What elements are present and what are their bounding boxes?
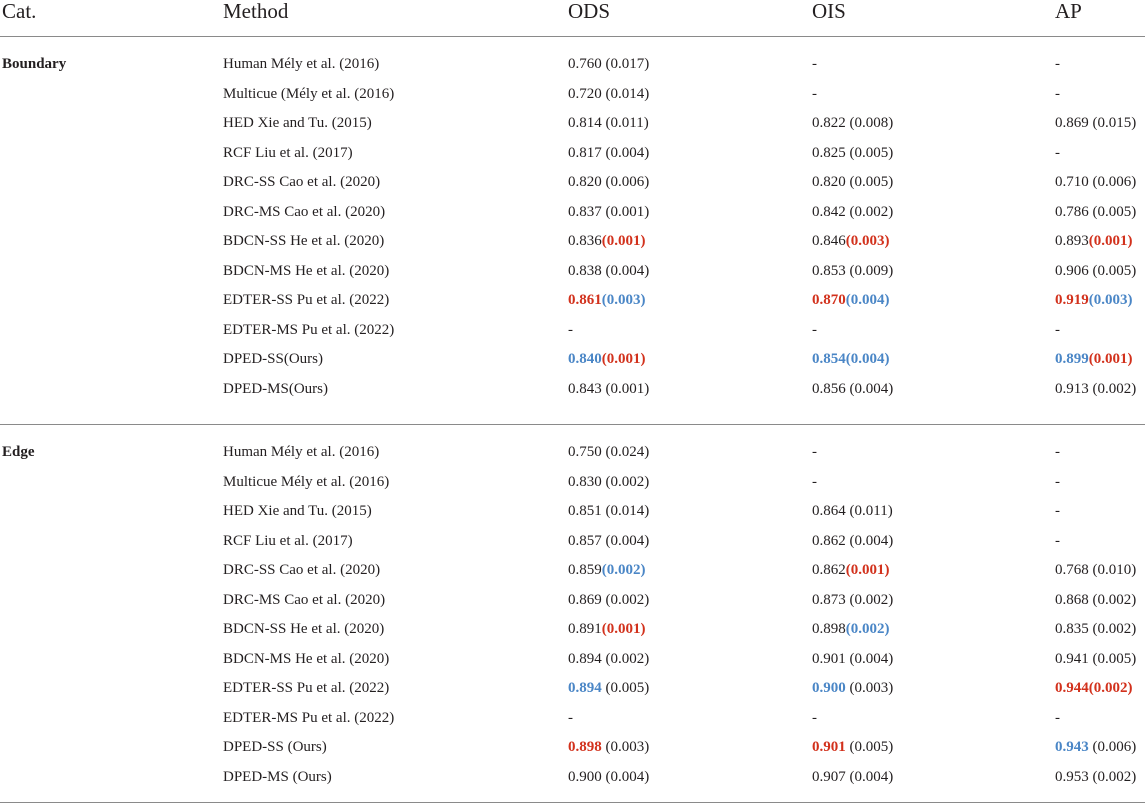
- ods-cell: [568, 615, 646, 644]
- ap-value: -: [1055, 532, 1060, 549]
- ois-value: 0.898: [812, 621, 846, 637]
- ods-value: 0.820 (0.006): [568, 174, 650, 190]
- ods-value: 0.851 (0.014): [568, 503, 650, 519]
- ods-cell: [568, 556, 646, 585]
- ois-cell: [812, 438, 817, 467]
- ois-cell: [812, 198, 893, 227]
- ods-value: 0.750 (0.024): [568, 444, 650, 460]
- ods-value: 0.857 (0.004): [568, 532, 650, 549]
- table-row: [0, 704, 1145, 733]
- method-cell: DPED-MS(Ours): [223, 380, 328, 397]
- table-row: [0, 168, 1145, 197]
- ois-cell: [812, 316, 817, 345]
- ods-value: 0.859: [568, 562, 602, 578]
- table-row: [0, 345, 1145, 374]
- ois-cell: [812, 497, 893, 526]
- ap-cell: [1055, 704, 1060, 733]
- method-cell: DRC-SS Cao et al. (2020): [223, 562, 381, 578]
- table-row: [0, 139, 1145, 168]
- ods-value: (0.001): [601, 351, 646, 367]
- table-row: [0, 733, 1145, 762]
- method-cell: BDCN-MS He et al. (2020): [223, 262, 390, 279]
- ods-value: (0.001): [601, 233, 646, 249]
- ois-value: 0.825 (0.005): [812, 144, 894, 161]
- ap-cell: [1055, 763, 1136, 792]
- ap-cell: [1055, 345, 1133, 374]
- ap-cell: [1055, 645, 1136, 674]
- category-label: Boundary: [2, 56, 67, 72]
- ap-cell: [1055, 527, 1060, 556]
- ods-value: (0.003): [601, 739, 650, 755]
- header-method: Method: [223, 0, 289, 23]
- ois-value: 0.901 (0.004): [812, 650, 894, 667]
- table-row: [0, 763, 1145, 792]
- ois-value: 0.862 (0.004): [812, 532, 894, 549]
- ods-cell: [568, 257, 649, 286]
- ods-value: -: [568, 321, 573, 338]
- ois-cell: [812, 109, 893, 138]
- ois-cell: [812, 80, 817, 109]
- ap-cell: [1055, 50, 1060, 79]
- table-row: [0, 674, 1145, 703]
- ods-value: 0.838 (0.004): [568, 262, 650, 279]
- ois-cell: [812, 468, 817, 497]
- ois-value: (0.005): [845, 739, 894, 755]
- table-row: [0, 645, 1145, 674]
- ap-cell: [1055, 257, 1136, 286]
- ods-cell: [568, 527, 649, 556]
- ods-cell: [568, 586, 649, 615]
- ois-value: (0.004): [845, 292, 890, 308]
- ods-cell: [568, 50, 649, 79]
- ois-cell: [812, 674, 893, 703]
- ods-cell: [568, 468, 649, 497]
- table-row: [0, 375, 1145, 404]
- method-cell: EDTER-MS Pu et al. (2022): [223, 321, 395, 338]
- table-row: [0, 497, 1145, 526]
- ois-value: 0.820 (0.005): [812, 174, 894, 190]
- ois-cell: [812, 227, 890, 256]
- ap-cell: [1055, 556, 1136, 585]
- ap-value: 0.869 (0.015): [1055, 115, 1137, 131]
- ap-value: -: [1055, 321, 1060, 338]
- ods-value: 0.843 (0.001): [568, 380, 650, 397]
- ap-cell: [1055, 227, 1133, 256]
- ois-cell: [812, 615, 890, 644]
- table-row: [0, 316, 1145, 345]
- ap-cell: [1055, 109, 1136, 138]
- method-cell: DRC-SS Cao et al. (2020): [223, 174, 381, 190]
- ois-cell: [812, 139, 893, 168]
- ois-cell: [812, 168, 893, 197]
- method-cell: DPED-MS (Ours): [223, 768, 332, 785]
- ods-value: (0.003): [601, 292, 646, 308]
- header-rule: [0, 36, 1145, 37]
- ap-value: (0.002): [1088, 680, 1133, 696]
- ap-value: 0.835 (0.002): [1055, 621, 1137, 637]
- method-cell: BDCN-SS He et al. (2020): [223, 621, 385, 637]
- ap-cell: [1055, 586, 1136, 615]
- ods-cell: [568, 645, 649, 674]
- ap-cell: [1055, 80, 1060, 109]
- ods-cell: [568, 109, 649, 138]
- ois-value: 0.862: [812, 562, 846, 578]
- ois-value: 0.842 (0.002): [812, 203, 894, 220]
- ois-value: 0.873 (0.002): [812, 591, 894, 608]
- ois-value: 0.853 (0.009): [812, 262, 894, 279]
- ois-value: -: [812, 709, 817, 726]
- ap-cell: [1055, 615, 1136, 644]
- method-cell: HED Xie and Tu. (2015): [223, 503, 372, 519]
- ois-value: 0.846: [812, 233, 846, 249]
- ois-value: (0.001): [845, 562, 890, 578]
- ods-cell: [568, 198, 649, 227]
- ap-cell: [1055, 733, 1136, 762]
- ap-value: 0.944: [1055, 680, 1089, 696]
- ois-cell: [812, 763, 893, 792]
- ap-value: (0.001): [1088, 233, 1133, 249]
- ois-cell: [812, 286, 890, 315]
- ods-value: 0.836: [568, 233, 602, 249]
- ap-value: 0.786 (0.005): [1055, 203, 1137, 220]
- ods-value: 0.869 (0.002): [568, 591, 650, 608]
- ois-value: -: [812, 321, 817, 338]
- method-cell: RCF Liu et al. (2017): [223, 532, 353, 549]
- ap-cell: [1055, 438, 1060, 467]
- table-row: [0, 286, 1145, 315]
- ods-value: -: [568, 709, 573, 726]
- ap-value: -: [1055, 144, 1060, 161]
- ods-value: 0.900 (0.004): [568, 768, 650, 785]
- ods-value: 0.891: [568, 621, 602, 637]
- ois-cell: [812, 704, 817, 733]
- table-row: [0, 198, 1145, 227]
- ois-value: 0.854: [812, 351, 846, 367]
- table-header: [0, 0, 1145, 36]
- header-cat: Cat.: [2, 0, 37, 23]
- table-row: [0, 227, 1145, 256]
- ap-value: -: [1055, 503, 1060, 519]
- ap-value: 0.913 (0.002): [1055, 380, 1137, 397]
- group-rule: [0, 424, 1145, 425]
- method-cell: BDCN-MS He et al. (2020): [223, 650, 390, 667]
- ois-cell: [812, 375, 893, 404]
- table-row: [0, 438, 1145, 467]
- ods-value: 0.837 (0.001): [568, 203, 650, 220]
- ods-value: 0.814 (0.011): [568, 115, 649, 131]
- header-ods: ODS: [568, 0, 611, 23]
- ap-value: 0.710 (0.006): [1055, 174, 1137, 190]
- ap-value: 0.941 (0.005): [1055, 650, 1137, 667]
- method-cell: DRC-MS Cao et al. (2020): [223, 203, 386, 220]
- ap-value: (0.003): [1088, 292, 1133, 308]
- ois-value: 0.901: [812, 739, 846, 755]
- ap-value: 0.768 (0.010): [1055, 562, 1137, 578]
- method-cell: Multicue (Mély et al. (2016): [223, 85, 395, 102]
- header-ap: AP: [1055, 0, 1082, 23]
- ods-value: 0.840: [568, 351, 602, 367]
- ods-cell: [568, 286, 646, 315]
- ap-value: -: [1055, 56, 1060, 72]
- table-row: [0, 468, 1145, 497]
- ap-value: 0.899: [1055, 351, 1089, 367]
- method-cell: Human Mély et al. (2016): [223, 56, 380, 72]
- table-row: [0, 50, 1145, 79]
- ods-cell: [568, 345, 646, 374]
- ap-value: -: [1055, 85, 1060, 102]
- table-row: [0, 615, 1145, 644]
- method-cell: DPED-SS (Ours): [223, 739, 327, 755]
- ods-value: 0.898: [568, 739, 602, 755]
- ods-cell: [568, 497, 649, 526]
- ods-value: 0.894: [568, 680, 602, 696]
- ods-cell: [568, 168, 649, 197]
- ods-cell: [568, 704, 573, 733]
- ods-cell: [568, 139, 649, 168]
- ois-value: 0.822 (0.008): [812, 115, 894, 131]
- ods-value: 0.720 (0.014): [568, 85, 650, 102]
- ois-cell: [812, 733, 893, 762]
- ods-cell: [568, 316, 573, 345]
- table-row: [0, 80, 1145, 109]
- ods-cell: [568, 80, 649, 109]
- table-row: [0, 527, 1145, 556]
- ois-value: 0.856 (0.004): [812, 380, 894, 397]
- ap-value: -: [1055, 473, 1060, 490]
- method-cell: DRC-MS Cao et al. (2020): [223, 591, 386, 608]
- ap-value: (0.006): [1088, 739, 1137, 755]
- ois-cell: [812, 645, 893, 674]
- ap-value: (0.001): [1088, 351, 1133, 367]
- ois-value: (0.003): [845, 233, 890, 249]
- ods-cell: [568, 763, 649, 792]
- ods-cell: [568, 733, 649, 762]
- table-row: [0, 257, 1145, 286]
- ois-value: 0.864 (0.011): [812, 503, 893, 519]
- ois-cell: [812, 556, 890, 585]
- ap-cell: [1055, 139, 1060, 168]
- header-ois: OIS: [812, 0, 846, 23]
- method-cell: RCF Liu et al. (2017): [223, 144, 353, 161]
- table-row: [0, 556, 1145, 585]
- ods-value: 0.817 (0.004): [568, 144, 650, 161]
- method-cell: BDCN-SS He et al. (2020): [223, 233, 385, 249]
- ois-cell: [812, 527, 893, 556]
- ods-value: 0.861: [568, 292, 602, 308]
- ois-value: (0.004): [845, 351, 890, 367]
- ods-cell: [568, 375, 649, 404]
- ods-value: (0.002): [601, 562, 646, 578]
- ap-value: 0.868 (0.002): [1055, 591, 1137, 608]
- ods-value: 0.760 (0.017): [568, 56, 650, 72]
- method-cell: EDTER-SS Pu et al. (2022): [223, 292, 390, 308]
- ap-value: 0.953 (0.002): [1055, 768, 1137, 785]
- ods-value: 0.830 (0.002): [568, 473, 650, 490]
- ap-cell: [1055, 316, 1060, 345]
- ois-value: 0.907 (0.004): [812, 768, 894, 785]
- ois-value: -: [812, 473, 817, 490]
- ap-cell: [1055, 286, 1133, 315]
- ap-cell: [1055, 468, 1060, 497]
- ois-value: 0.870: [812, 292, 846, 308]
- ois-cell: [812, 586, 893, 615]
- ois-cell: [812, 257, 893, 286]
- ois-value: -: [812, 444, 817, 460]
- method-cell: HED Xie and Tu. (2015): [223, 115, 372, 131]
- ois-cell: [812, 345, 890, 374]
- ap-value: 0.943: [1055, 739, 1089, 755]
- ap-value: 0.893: [1055, 233, 1089, 249]
- ois-value: -: [812, 85, 817, 102]
- ap-value: -: [1055, 444, 1060, 460]
- ods-value: 0.894 (0.002): [568, 650, 650, 667]
- method-cell: EDTER-SS Pu et al. (2022): [223, 680, 390, 696]
- method-cell: Multicue Mély et al. (2016): [223, 473, 390, 490]
- method-cell: DPED-SS(Ours): [223, 351, 324, 367]
- ap-value: -: [1055, 709, 1060, 726]
- ois-value: -: [812, 56, 817, 72]
- ods-value: (0.005): [601, 680, 650, 696]
- method-cell: EDTER-MS Pu et al. (2022): [223, 709, 395, 726]
- ap-cell: [1055, 198, 1136, 227]
- ap-cell: [1055, 168, 1136, 197]
- method-cell: Human Mély et al. (2016): [223, 444, 380, 460]
- table-row: [0, 586, 1145, 615]
- ois-value: (0.003): [845, 680, 894, 696]
- ois-value: 0.900: [812, 680, 846, 696]
- category-label: Edge: [2, 444, 35, 460]
- ods-cell: [568, 227, 646, 256]
- ap-cell: [1055, 497, 1060, 526]
- ap-value: 0.919: [1055, 292, 1089, 308]
- ap-value: 0.906 (0.005): [1055, 262, 1137, 279]
- ap-cell: [1055, 674, 1133, 703]
- ods-cell: [568, 674, 649, 703]
- ods-value: (0.001): [601, 621, 646, 637]
- ods-cell: [568, 438, 649, 467]
- table-row: [0, 109, 1145, 138]
- ois-cell: [812, 50, 817, 79]
- ap-cell: [1055, 375, 1136, 404]
- ois-value: (0.002): [845, 621, 890, 637]
